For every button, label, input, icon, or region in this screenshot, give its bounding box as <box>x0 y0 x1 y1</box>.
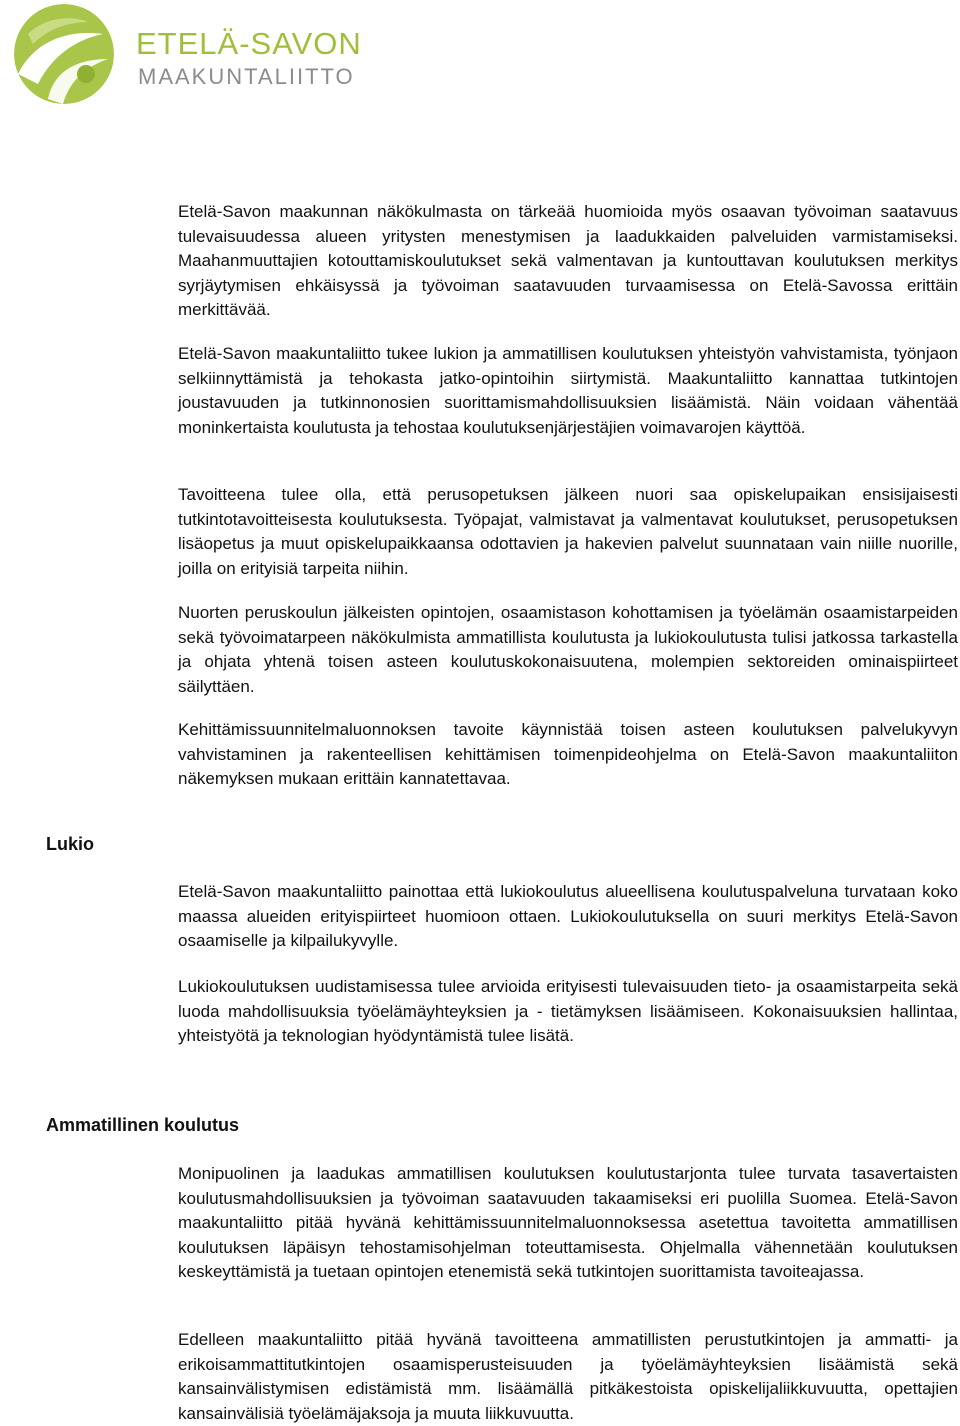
logo-subtitle: MAAKUNTALIITTO <box>138 64 355 89</box>
intro-paragraph-4: Nuorten peruskoulun jälkeisten opintojen, osaamistason kohottamisen ja työelämän osaamistarpeiden sekä työvoimatarpeen näkökulmista ammatillista koulutusta ja lukiokoulutusta tulisi jatkossa tarkastella ja ohjata yhtenä toisen asteen koulutuskokonaisuutena, molempien sektoreiden ominaispiirteet säilyttäen. <box>178 603 958 696</box>
section-heading-lukio: Lukio <box>46 834 94 854</box>
intro-paragraph-5: Kehittämissuunnitelmaluonnoksen tavoite käynnistää toisen asteen koulutuksen palvelukyvyn vahvistaminen ja rakenteellisen kehittämisen toimenpideohjelma on Etelä-Savon maakuntaliiton näkemyksen mukaan erittäin kannatettavaa. <box>178 720 958 788</box>
intro-paragraph-3: Tavoitteena tulee olla, että perusopetuksen jälkeen nuori saa opiskelupaikan ensisijaisesti tutkintotavoitteisesta koulutuksesta. Työpajat, valmistavat ja valmentavat koulutukset, perusopetuksen lisäopetus ja muut opiskelupaikkaansa odottavien ja hakevien palvelut suunnataan vain niille nuorille, joilla on erityisiä tarpeita niihin. <box>178 485 958 578</box>
ammatillinen-paragraph-2: Edelleen maakuntaliitto pitää hyvänä tavoitteena ammatillisten perustutkintojen ja ammatti- ja erikoisammattitutkintojen osaamisperusteisuuden ja työelämäyhteyksien lisäämistä sekä kansainvälistymisen edistämistä mm. lisäämällä pitkäkestoista opiskelijaliikkuvuutta, opettajien kansainvälisiä työelämäjaksoja ja muuta liikkuvuutta. <box>178 1330 958 1423</box>
logo-title: ETELÄ-SAVON <box>136 26 362 61</box>
leaf-swirl-logo-icon <box>8 4 120 104</box>
lukio-paragraph-2: Lukiokoulutuksen uudistamisessa tulee arvioida erityisesti tulevaisuuden tieto- ja osaamistarpeita sekä luoda mahdollisuuksia työelämäyhteyksien ja - tietämyksen lisäämiseen. Kokonaisuuksien hallintaa, yhteistyötä ja teknologian hyödyntämistä tulee lisätä. <box>178 977 958 1045</box>
intro-paragraph-2: Etelä-Savon maakuntaliitto tukee lukion ja ammatillisen koulutuksen yhteistyön vahvistamista, työnjaon selkiinnyttämistä ja tehokasta jatko-opintoihin siirtymistä. Maakuntaliitto kannattaa tutkintojen joustavuuden ja tutkinnonosien suorittamismahdollisuuksien lisäämistä. Näin voidaan vähentää moninkertaista koulutusta ja tehostaa koulutuksenjärjestäjien voimavarojen käyttöä. <box>178 344 958 437</box>
ammatillinen-paragraph-1: Monipuolinen ja laadukas ammatillisen koulutuksen koulutustarjonta tulee turvata tasavertaisten koulutusmahdollisuuksien ja työvoiman saatavuuden takaamiseksi eri puolilla Suomea. Etelä-Savon maakuntaliitto pitää hyvänä kehittämissuunnitelmaluonnoksessa asetettua tavoitetta ammatillisen koulutuksen läpäisyn tehostamisohjelman toteuttamisesta. Ohjelmalla vähennetään koulutuksen keskeyttämistä ja tuetaan opintojen etenemistä sekä tutkintojen suorittamista tavoiteajassa. <box>178 1164 958 1281</box>
section-heading-ammatillinen: Ammatillinen koulutus <box>46 1115 240 1135</box>
intro-paragraph-1: Etelä-Savon maakunnan näkökulmasta on tärkeää huomioida myös osaavan työvoiman saatavuus tulevaisuudessa alueen yritysten menestymisen ja laadukkaiden palveluiden varmistamiseksi. Maahanmuuttajien kotouttamiskoulutukset sekä valmentavan ja kuntouttavan koulutuksen merkitys syrjäytymisen ehkäisyssä ja työvoiman saatavuuden turvaamisessa on Etelä-Savossa erittäin merkittävää. <box>178 202 958 319</box>
lukio-paragraph-1: Etelä-Savon maakuntaliitto painottaa että lukiokoulutus alueellisena koulutuspalveluna turvataan koko maassa alueiden erityispiirteet huomioon ottaen. Lukiokoulutuksella on suuri merkitys Etelä-Savon osaamiselle ja kilpailukyvylle. <box>178 882 958 950</box>
organization-logo <box>8 4 398 104</box>
